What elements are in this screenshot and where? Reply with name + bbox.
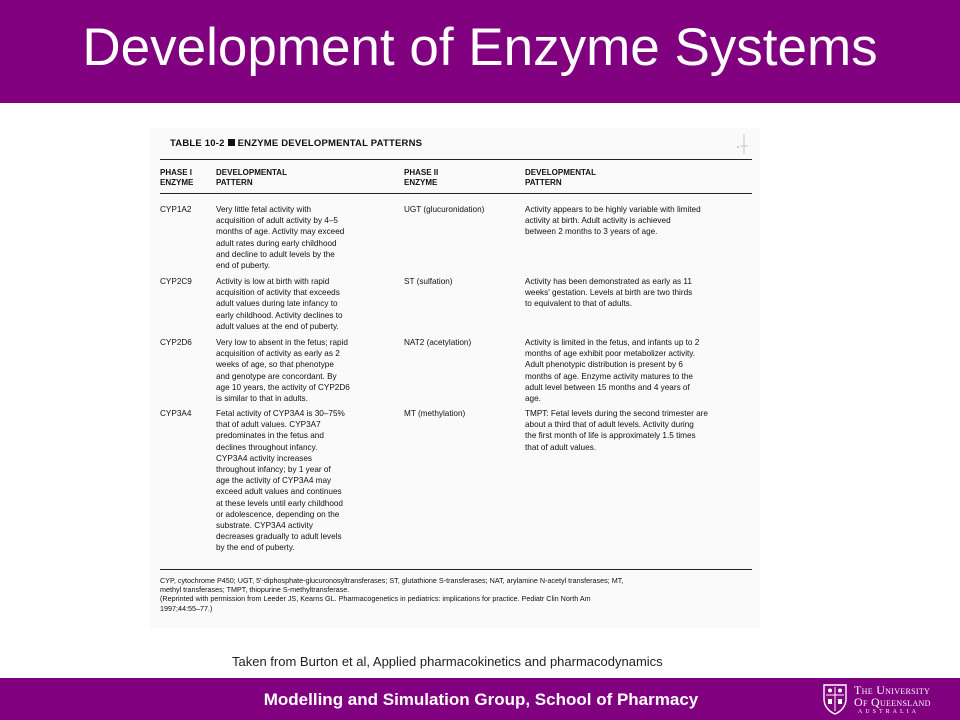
row-pattern2: TMPT: Fetal levels during the second trimester are about a third that of adult levels. Activity during the first month of life is approximately 1.5 times that of adult values. <box>525 409 708 452</box>
row-phase1-enzyme: CYP2D6 <box>160 338 192 347</box>
logo-line1: The University <box>854 683 931 697</box>
col-header-phase2: PHASE II ENZYME <box>404 168 439 187</box>
slide-footer <box>0 678 960 720</box>
row-pattern1: Very low to absent in the fetus; rapid acquisition of activity as early as 2 weeks of age, so that phenotype and genotype are concordant. By age 10 years, the activity of CYP2D6 is similar to that in adults. <box>216 338 350 404</box>
slide-header <box>0 0 960 103</box>
crest-icon <box>822 683 848 715</box>
table-rule-bottom <box>160 569 752 570</box>
row-pattern2: Activity is limited in the fetus, and infants up to 2 months of age exhibit poor metabolizer activity. Adult phenotypic distribution is present by 6 months of age. Enzyme activity matures to the adult level between 15 months and 4 years of age. <box>525 338 700 404</box>
row-pattern1: Very little fetal activity with acquisition of adult activity by 4–5 months of age. Activity may exceed adult rates during early childhood and decline to adult levels by the end of puberty. <box>216 205 345 271</box>
row-pattern1: Activity is low at birth with rapid acquisition of activity that exceeds adult values during late infancy to early childhood. Activity declines to adult values at the end of puberty. <box>216 277 343 331</box>
row-phase2-enzyme: ST (sulfation) <box>404 277 453 286</box>
row-phase1-enzyme: CYP3A4 <box>160 409 192 418</box>
table-title-text: ENZYME DEVELOPMENTAL PATTERNS <box>237 138 423 149</box>
scanned-table <box>150 128 760 628</box>
col-header-pattern2: DEVELOPMENTAL PATTERN <box>525 168 596 187</box>
university-logo <box>822 683 954 717</box>
row-phase2-enzyme: UGT (glucuronidation) <box>404 205 485 214</box>
square-bullet-icon <box>228 139 235 146</box>
col-header-phase1: PHASE I ENZYME <box>160 168 194 187</box>
logo-subtext: AUSTRALIA <box>858 709 919 715</box>
table-title-prefix: TABLE 10-2 <box>170 138 225 149</box>
row-phase1-enzyme: CYP1A2 <box>160 205 192 214</box>
table-rule-header <box>160 193 752 194</box>
scan-mark-icon <box>732 132 750 156</box>
row-pattern2: Activity has been demonstrated as early as 11 weeks' gestation. Levels at birth are two thirds to equivalent to that of adults. <box>525 277 693 309</box>
footer-text: Modelling and Simulation Group, School of Pharmacy <box>263 690 699 709</box>
row-pattern2: Activity appears to be highly variable with limited activity at birth. Adult activity is achieved between 2 months to 3 years of age. <box>525 205 701 237</box>
row-pattern1: Fetal activity of CYP3A4 is 30–75% that of adult values. CYP3A7 predominates in the fetus and declines throughout infancy. CYP3A4 activity increases throughout infancy; by 1 year of age the activity of CYP3A4 may exceed adult values and continues at these levels until early childhood or adolescence, depending on the substrate. CYP3A4 activity decreases gradually to adult levels by the end of puberty. <box>216 409 345 553</box>
col-header-pattern1: DEVELOPMENTAL PATTERN <box>216 168 287 187</box>
table-footnote: CYP, cytochrome P450; UGT, 5'-diphosphate-glucuronosyltransferases; ST, glutathione S-transferases; NAT, arylamine N-acetyl transferases; MT, methyl transferases; TMPT, thiopurine S-methyltransferase. (Reprinted with permission from Leeder JS, Kearns GL. Pharmacogenetics in pediatrics: implications for practice. Pediatr Clin North Am 1997;44:55–77.) <box>160 576 624 613</box>
table-title <box>170 138 422 149</box>
logo-text <box>854 684 931 708</box>
table-rule-top <box>160 159 752 160</box>
row-phase2-enzyme: MT (methylation) <box>404 409 466 418</box>
row-phase1-enzyme: CYP2C9 <box>160 277 192 286</box>
row-phase2-enzyme: NAT2 (acetylation) <box>404 338 472 347</box>
source-caption: Taken from Burton et al, Applied pharmacokinetics and pharmacodynamics <box>232 654 663 669</box>
slide-title: Development of Enzyme Systems <box>82 18 878 77</box>
logo-line2: Of Queensland <box>854 695 931 709</box>
